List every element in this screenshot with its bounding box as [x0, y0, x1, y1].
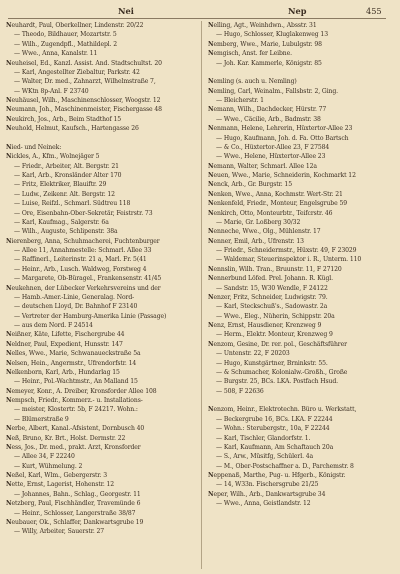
- directory-entry: — Herm., Elektr. Monteur, Krenzweg 9: [216, 331, 333, 339]
- directory-entry: Nemann, Wilh., Dachdecker, Hürstr. 77: [208, 106, 327, 114]
- directory-entry: Nemann, Walter, Schmarl. Allee 12a: [208, 162, 317, 170]
- directory-entry: Nied- und Neinek:: [6, 143, 62, 151]
- directory-entry: — & Co., Hüxtertor-Allee 23, F 27584: [216, 143, 330, 151]
- directory-entry: Nemling (s. auch u. Nemling): [208, 78, 297, 86]
- right-column: [208, 21, 394, 569]
- directory-entry: Nenkirch, Otto, Monteurbtr., Teifcrstr. 46: [208, 209, 333, 217]
- directory-entry: Neumann, Joh., Maschinenmeister, Fischergasse 48: [6, 106, 162, 114]
- directory-entry: — Kurt, Wühmelung. 2: [14, 462, 83, 470]
- directory-entry: Nempsch, Friedr., Kommerz.- u. Installations-: [6, 397, 143, 404]
- directory-entry: — Fritz, Elektriker, Blauiftr. 29: [14, 181, 107, 189]
- directory-entry: [208, 396, 394, 405]
- directory-entry: — Vertreter der Hamburg-Amerika Linie (Passage): [14, 312, 167, 320]
- directory-entry: Nenneche, Wwe., Olg., Mühlenstr. 17: [208, 228, 321, 236]
- directory-entry: — Raffinerl., Leiterinstr. 21 a, Marl. Fr. 5(41: [14, 256, 147, 264]
- directory-entry: — aus dem Nord. F 24514: [14, 322, 93, 329]
- directory-entry: — Wohn.: Sterubergstr., 10a, F 22244: [216, 425, 330, 433]
- directory-entry: — M., Ober-Postschaffner a. D., Parchemstr. 8: [216, 462, 354, 470]
- directory-entry: — Luise, Reifzl., Schmarl. Südtreu 118: [14, 200, 131, 208]
- directory-entry: Nenck, Arb., Gr. Burgstr. 15: [208, 181, 292, 189]
- directory-entry: Neukehnen, der Lübecker Verkehrsvereins und der: [6, 284, 161, 292]
- directory-entry: Nemberg, Wwe., Marie, Lubulgstr. 98: [208, 40, 322, 48]
- directory-entry: — Johannes, Bahn., Schlag., Georgestr. 11: [14, 490, 141, 498]
- directory-entry: — Ludw., Zeikenr. Alt. Bergstr. 12: [14, 190, 115, 198]
- directory-entry: Nenzer, Fritz, Schneider, Ludwigstr. 79.: [208, 293, 328, 301]
- directory-entry: — Karl, Angestellter Ziebaltur, Parkstr. 42: [14, 68, 140, 76]
- directory-entry: — Willy, Arbeiter, Sauerstr. 27: [14, 528, 105, 536]
- directory-entry: — Wwe., Helene, Hüxtertor-Allee 23: [216, 153, 326, 161]
- left-column-heading: Nei: [118, 6, 134, 16]
- directory-entry: — Hamb.-Amer.-Linie, Generalag. Nord-: [14, 293, 135, 301]
- directory-entry: — Karl, Kaufmann, Am Schaftauch 20a: [216, 443, 334, 451]
- page-number: 455: [366, 6, 382, 16]
- directory-entry: — Blümerstraße 9: [14, 415, 69, 423]
- directory-entry: — Joh. Kar. Kammerle, Königstr. 85: [216, 59, 322, 67]
- directory-entry: Nenzom, Heinr., Elektrotechn. Büro u. Werkstatt,: [208, 406, 357, 414]
- directory-entry: Neßel, Karl, Wlm., Gebergerstr. 3: [6, 472, 107, 479]
- column-divider: [201, 21, 202, 569]
- directory-entry: — Wwe., Eleg., Nüherin, Schippstr. 20a: [216, 312, 335, 320]
- directory-entry: [208, 68, 394, 77]
- directory-entry: — Wwe., Anna, Kanalstr. 11: [14, 50, 98, 58]
- directory-entry: Nenz, Ernst, Hausdiener, Krenzweg 9: [208, 322, 322, 329]
- directory-entry: — Burgstr. 25, BCs. LKA. Postfach Hsud.: [216, 378, 339, 386]
- directory-entry: — Friedr., Arbeiter, Alt. Bergstr. 21: [14, 162, 119, 170]
- directory-entry: Nennerbund Löfed. Prel. Johann. R. Kügl.: [208, 275, 333, 283]
- directory-entry: — Karl, Kaufmag., Salgerstr. 6a: [14, 218, 109, 226]
- directory-entry: Nierenberg, Anna, Schuhmacherei, Fuchtenburger: [6, 237, 160, 245]
- directory-entry: — & Schumacher, Kolonialw.-Großh., Große: [216, 368, 348, 376]
- directory-entry: — Friedr., Schneidermstr., Hüxstr. 49, F 23029: [216, 247, 357, 254]
- directory-entry: — Walter, Dr. med., Zahnarzt, Wilhelmstraße 7,: [14, 78, 156, 86]
- directory-entry: — Hugo, Schlosser, Kluglakenweg 13: [216, 31, 328, 39]
- directory-entry: Neuhold, Helmut, Kaufsch., Hartengasse 26: [6, 125, 139, 133]
- directory-entry: — meister, Klostertr. 5b, F 24217. Wohn.:: [14, 406, 138, 414]
- directory-entry: — S., Arw., Müsitfg, Schülerl. 4a: [216, 453, 314, 461]
- directory-entry: Nickles, A., Kfm., Wolnejäger 5: [6, 153, 100, 161]
- directory-entry: — Waldemar, Steuerinspektor i. R., Unterm. 110: [216, 256, 362, 264]
- directory-entry: Nenner, Emil, Arb., Ufrenstr. 13: [208, 237, 304, 245]
- directory-entry: — Wilh., Zugendpfl., Mathildepl. 2: [14, 40, 118, 48]
- directory-entry: Neubauer, Ok., Schlaffer, Dankwartsgrube 19: [6, 518, 144, 526]
- directory-entry: — deutschen Lloyd, Dr. Bahnhof F 23140: [14, 303, 138, 311]
- directory-entry: Nenmann, Helene, Lehrerin, Hüxtertor-Allee 23: [208, 125, 353, 133]
- directory-entry: Nelling, Agt., Weinhdwn., Absstr. 31: [208, 22, 317, 29]
- directory-entry: — Heinr., Pol.-Wachtmstr., An Malland 15: [14, 378, 138, 386]
- directory-entry: Neß, Bruno, Kr. Brt., Holst. Dermstr. 22: [6, 434, 126, 442]
- right-column-heading: Nep: [288, 6, 307, 16]
- directory-entry: — Marie, Gr. Loßberg 30/32: [216, 218, 301, 226]
- directory-entry: — Bleicherstr. 1: [216, 97, 264, 104]
- directory-entry: Nelles, Wwe., Marie, Schwanaueckstraße 5a: [6, 350, 141, 358]
- directory-entry: — Untenstr. 22, F 20203: [216, 350, 290, 358]
- directory-entry: — Hugo, Kunstgärtner, Brninkstr. 55.: [216, 359, 328, 367]
- directory-entry: — Karl, Tischler, Glandorfstr. 1.: [216, 434, 311, 442]
- directory-entry: — Karl, Steckschuß's., Sadowastr. 2a: [216, 303, 328, 311]
- directory-entry: Nelkenborn, Karl, Arb., Hundarlag 15: [6, 368, 120, 376]
- directory-entry: Neuen, Wwe., Marie, Schneiderin, Kochmarkt 12: [208, 172, 356, 179]
- directory-entry: Nelsen, Hein., Angermstr., Ufrendorfstr. 14: [6, 359, 137, 367]
- directory-entry: Neuheisel, Ed., Kanzl. Assist. And. Stadtschultst. 20: [6, 59, 162, 67]
- directory-entry: Netzberg, Paul, Fischhändler, Travemünde 6: [6, 500, 141, 508]
- directory-entry: Neißner, Käte, Lifette, Fischergrube 44: [6, 331, 125, 339]
- directory-entry: — 508, F 22636: [216, 387, 264, 395]
- directory-entry: — Margarete, Ob-Büragel., Frankensenstr. 41/45: [14, 275, 162, 283]
- directory-entry: Nemling, Carl, Weinalm., Fallsbstr. 2, Ging.: [208, 87, 339, 95]
- directory-entry: Nette, Ernst, Lagerist, Hohenstr. 12: [6, 481, 115, 489]
- directory-entry: Nemgisch, Anst. fer Leibne.: [208, 50, 292, 58]
- directory-entry: — Heinr., Schlosser, Langerstraße 38/87: [14, 509, 136, 517]
- directory-entry: Nennslin, Wilh. Tran., Bruunstr. 11, F 27120: [208, 265, 342, 273]
- left-column: [6, 21, 192, 569]
- directory-entry: — Wwe., Cäcilie, Arb., Badmstr. 38: [216, 115, 321, 123]
- directory-entry: — Wwe., Anna, Geistlandstr. 12: [216, 500, 311, 508]
- directory-entry: Neukirch, Jos., Arb., Beim Stadthof 15: [6, 115, 122, 123]
- directory-entry: Nenzom, Gesine, Dr. rer. pol., Geschäftsführer: [208, 340, 347, 348]
- directory-entry: — Heinr., Arb., Lusch. Waldweg, Forstweg 4: [14, 265, 147, 273]
- directory-entry: Nenkenfeld, Friedr., Monteur, Engelsgrube 59: [208, 200, 347, 208]
- directory-entry: [6, 134, 192, 143]
- directory-entry: — Karl, Arb., Kronsländer Alter 170: [14, 172, 122, 179]
- directory-entry: — Allee 34, F 22240: [14, 453, 75, 461]
- directory-entry: Nemeyer, Konr., A. Dreiber, Kronsforder Allee 108: [6, 387, 157, 395]
- directory-entry: — Beckergrube 16, BCs. LKA. F 22244: [216, 415, 333, 423]
- directory-entry: — 14, W33n. Fischersgrube 21/25: [216, 481, 319, 489]
- directory-entry: — Ore, Eisenbahn-Ober-Sekretär, Feistrstr. 73: [14, 209, 153, 217]
- directory-entry: Neuhardt, Paul, Oberkellner, Lindenstr. 20/22: [6, 22, 144, 29]
- directory-entry: Neuhäusel, Wilh., Maschinenschlosser, Woogstr. 12: [6, 97, 161, 104]
- header-rule: [8, 18, 386, 19]
- directory-entry: — Wilh., Auguste, Schlipenstr. 38a: [14, 228, 118, 236]
- directory-entry: — Hugo, Kaufmann, Joh. d. Fa. Otto Bartsch: [216, 134, 349, 142]
- directory-entry: — WKtn 8p-Anl. F 23740: [14, 87, 89, 95]
- directory-entry: Neper, Wilh., Arb., Dankwartsgrube 34: [208, 490, 326, 498]
- directory-entry: Neppenaß, Marthe, Pug- u. Hfgerb., Königstr.: [208, 472, 346, 479]
- directory-entry: Nenken, Wwe., Anna, Kochmstr. Wert-Str. 21: [208, 190, 343, 198]
- directory-entry: — Allee 11, Annahmestelle: Schmarl. Allee 33: [14, 247, 152, 254]
- directory-entry: Nerbe, Albert, Kanal.-Afsistent, Dornbusch 40: [6, 425, 145, 433]
- directory-entry: — Theodo, Bildhauer, Mozartstr. 5: [14, 31, 117, 39]
- directory-entry: Ness, Jos., Dr. med., prakt. Arzt, Kronsforder: [6, 443, 141, 451]
- directory-entry: — Sandstr. 15, W30 Wendle, F 24122: [216, 284, 328, 292]
- directory-entry: Neldner, Paul, Expedient, Hunsstr. 147: [6, 340, 123, 348]
